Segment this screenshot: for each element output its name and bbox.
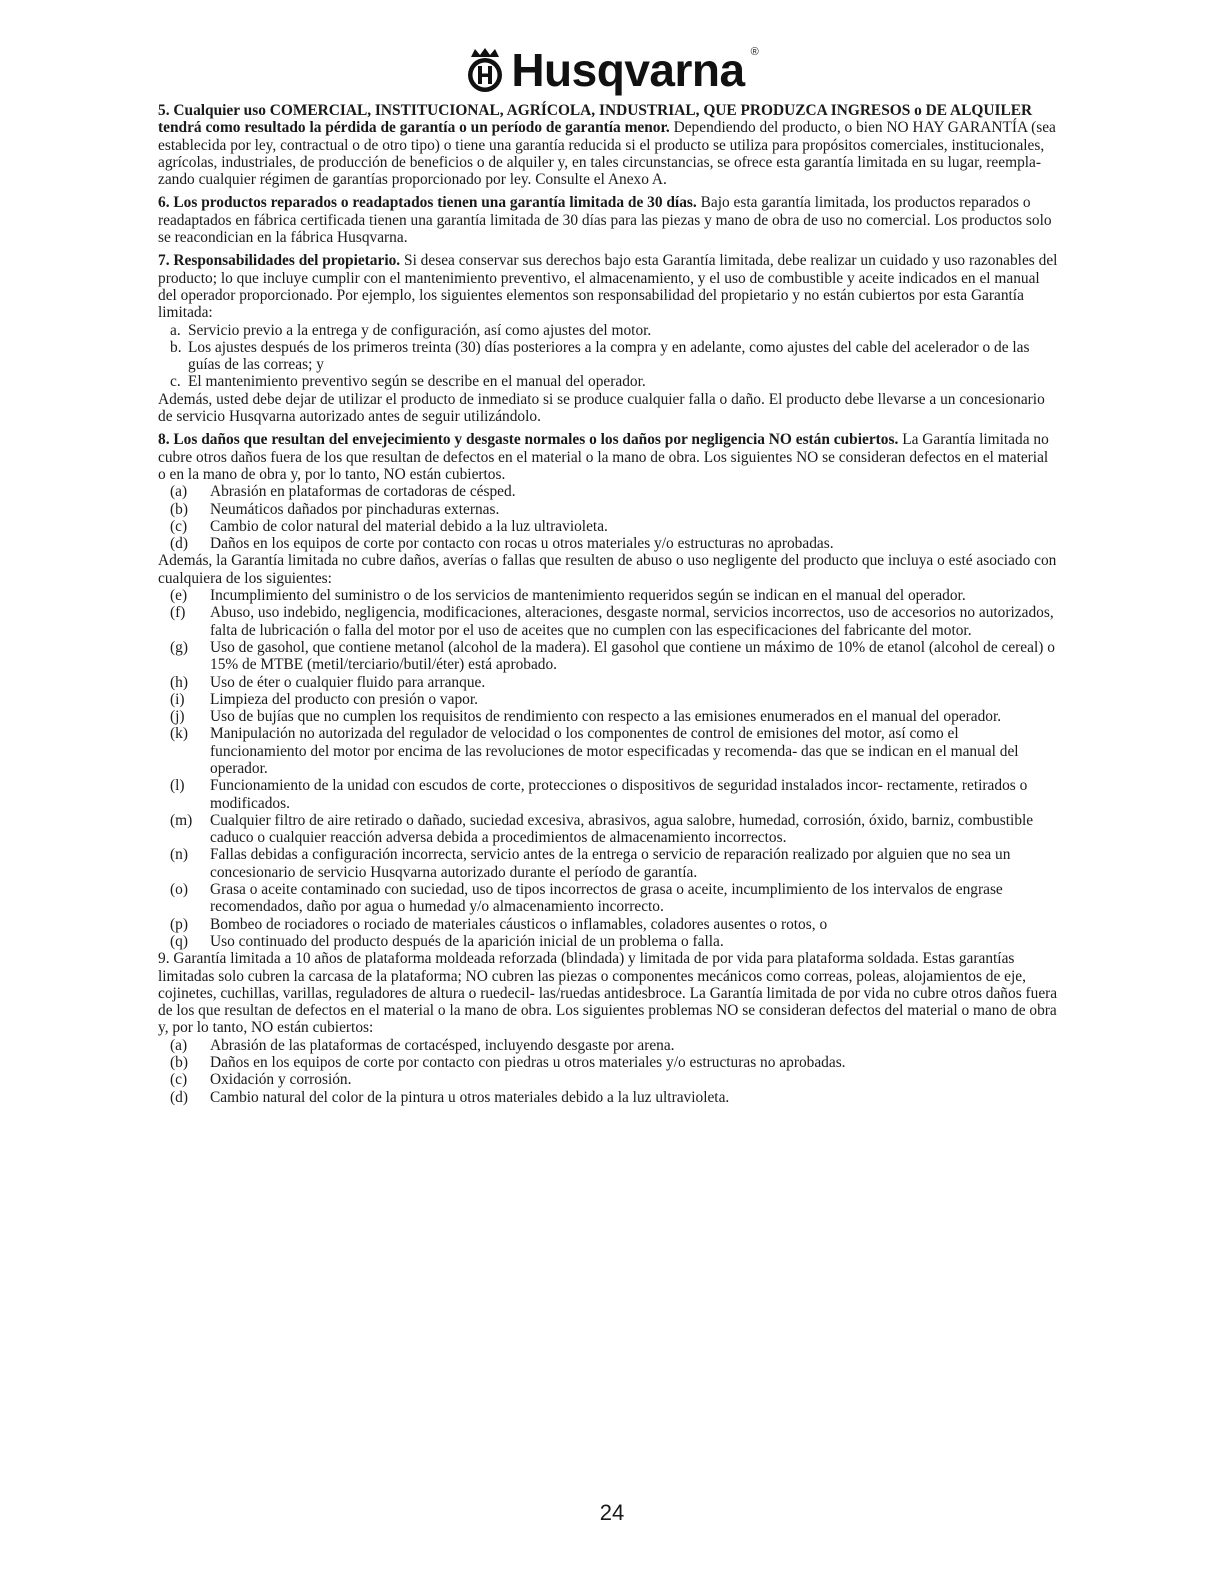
list-item-text: Grasa o aceite contaminado con suciedad, uso de tipos incorrectos de grasa o aceite, incumplimiento de los intervalos de engrase recomendados, daño por agua o humedad y/o almacenamiento incorrecto.: [210, 881, 1003, 916]
list-item-text: Cualquier filtro de aire retirado o dañado, suciedad excesiva, abrasivos, agua salobre, humedad, corrosión, óxido, barniz, combustible caduco o cualquier reacción adversa debida a procedimientos de almacenamiento incorrectos.: [210, 811, 1034, 847]
list-item-text: Uso continuado del producto después de la aparición inicial de un problema o falla.: [210, 932, 724, 950]
list-item-text: Uso de éter o cualquier fluido para arranque.: [210, 673, 486, 691]
list-item-marker: (d): [170, 1088, 188, 1106]
list-item-marker: (i): [170, 690, 185, 708]
list-item: [158, 587, 1058, 604]
registered-mark: ®: [750, 46, 759, 58]
section-8-heading: 8. Los daños que resultan del envejecimiento y desgaste normales o los daños por negligencia NO están cubiertos.: [158, 431, 899, 449]
list-item: [158, 708, 1058, 725]
warranty-text: [158, 102, 1058, 1106]
section-9: 9. Garantía limitada a 10 años de plataforma moldeada reforzada (blindada) y limitada de por vida para plataforma soldada. Estas garantías limitadas solo cubren la carcasa de la plataforma; NO cubren las piezas o componentes mecánicos como correas, poleas, alojamientos de eje, cojinetes, cuchillas, varillas, reguladores de altura o ruedecil- las/ruedas antidesbroce. La Garantía limitada de por vida no cubre otros daños fuera de los que resultan de defectos en el material o la mano de obra. Los siguientes problemas NO se consideran defectos del material o mano de obra y, por lo tanto, NO están cubiertos:: [158, 950, 1058, 1037]
list-item-text: Funcionamiento de la unidad con escudos de corte, protecciones o dispositivos de seguridad instalados incor- rectamente, retirados o modificados.: [210, 777, 1028, 812]
list-item-marker: (b): [170, 500, 188, 518]
list-item: [158, 1054, 1058, 1071]
list-item-marker: (k): [170, 725, 188, 743]
list-item: [158, 1037, 1058, 1054]
list-item-text: Cambio natural del color de la pintura u otros materiales debido a la luz ultravioleta.: [210, 1088, 730, 1106]
list-item: [158, 881, 1058, 916]
list-item-text: Los ajustes después de los primeros treinta (30) días posteriores a la compra y en adelante, como ajustes del cable del acelerador o de las guías de las correas; y: [188, 338, 1030, 374]
list-item-text: Cambio de color natural del material debido a la luz ultravioleta.: [210, 517, 608, 535]
list-item-marker: (o): [170, 881, 188, 899]
section-7-body: Si desea conservar sus derechos bajo esta Garantía limitada, debe realizar un cuidado y uso razonables del producto; lo que incluye cumplir con el mantenimiento preventivo, el almacenamiento, y el uso de combustible y aceite indicados en el manual del operador proporcionado. Por ejemplo, los siguientes elementos son responsabilidad del propietario y no están cubiertos por esta Garantía limitada:: [158, 252, 1058, 322]
list-item: [158, 339, 1058, 374]
list-item-text: Uso de gasohol, que contiene metanol (alcohol de la madera). El gasohol que contiene un máximo de 10% de etanol (alcohol de cereal) o 15% de MTBE (metil/terciario/butil/éter) está aprobado.: [210, 638, 1055, 674]
list-item-text: Abrasión en plataformas de cortadoras de césped.: [210, 483, 516, 501]
list-item-text: El mantenimiento preventivo según se describe en el manual del operador.: [188, 373, 646, 391]
list-item-marker: (m): [170, 811, 193, 829]
list-item: [158, 1071, 1058, 1088]
list-item-marker: (a): [170, 1036, 188, 1054]
husqvarna-crown-icon: [465, 47, 505, 93]
section-6-body: Bajo esta garantía limitada, los productos reparados o readaptados en fábrica certificada tienen una garantía limitada de 30 días para las piezas y mano de obra de uso no comercial. Los productos solo se reacondician en la fábrica Husqvarna.: [158, 194, 1052, 247]
section-8-body: La Garantía limitada no cubre otros daños fuera de los que resultan de defectos en el material o la mano de obra. Los siguientes NO se consideran defectos en el material o en la mano de obra y, por lo tanto, NO están cubiertos.: [158, 431, 1049, 483]
list-item-text: Neumáticos dañados por pinchaduras externas.: [210, 500, 500, 518]
list-item-marker: (h): [170, 673, 188, 691]
list-item-text: Daños en los equipos de corte por contacto con rocas u otros materiales y/o estructuras no aprobadas.: [210, 535, 834, 553]
list-item-marker: c.: [170, 373, 181, 391]
list-item-text: Abuso, uso indebido, negligencia, modificaciones, alteraciones, desgaste normal, servicios incorrectos, uso de accesorios no autorizados, falta de lubricación o falla del motor por el uso de aceites que no cumplen con las especificaciones del fabricante del motor.: [210, 604, 1054, 639]
list-item: [158, 322, 1058, 339]
list-item-marker: (n): [170, 846, 188, 864]
list-item-text: Daños en los equipos de corte por contacto con piedras u otros materiales y/o estructuras no aprobadas.: [210, 1054, 846, 1072]
list-item: [158, 373, 1058, 390]
list-item-marker: (f): [170, 604, 186, 622]
section-8-list-a: [158, 483, 1058, 552]
section-9-list: [158, 1037, 1058, 1106]
list-item-marker: (q): [170, 932, 188, 950]
list-item: [158, 933, 1058, 950]
brand-logo: [0, 40, 1224, 100]
section-5-body: Dependiendo del producto, o bien NO HAY GARANTÍA (sea establecida por ley, contractual o de otro tipo) o tiene una garantía reducida si el producto se utiliza para propósitos comerciales, institucionales, agrícolas, industriales, de producción de beneficios o de alquiler y, en tales circunstancias, se ofrece esta garantía limitada en su lugar, reempla- zando cualquier régimen de garantías proporcionado por ley. Consulte el Anexo A.: [158, 119, 1056, 189]
section-7: [158, 252, 1058, 321]
section-6-heading: 6. Los productos reparados o readaptados tienen una garantía limitada de 30 días.: [158, 194, 697, 212]
list-item-marker: (c): [170, 517, 188, 535]
list-item-marker: b.: [170, 338, 182, 356]
list-item-marker: (p): [170, 915, 188, 933]
list-item-text: Uso de bujías que no cumplen los requisitos de rendimiento con respecto a las emisiones enumerados en el manual del operador.: [210, 708, 1002, 726]
list-item-marker: (c): [170, 1071, 188, 1089]
list-item-marker: (j): [170, 708, 185, 726]
list-item: [158, 483, 1058, 500]
list-item-marker: (g): [170, 638, 188, 656]
list-item: [158, 501, 1058, 518]
list-item: [158, 1089, 1058, 1106]
page-number: 24: [599, 1500, 625, 1525]
section-8: [158, 431, 1058, 483]
list-item-marker: (b): [170, 1054, 188, 1072]
section-6: [158, 194, 1058, 246]
section-7-after: Además, usted debe dejar de utilizar el producto de inmediato si se produce cualquier falla o daño. El producto debe llevarse a un concesionario de servicio Husqvarna autorizado antes de seguir utilizándolo.: [158, 390, 1045, 426]
list-item-marker: (l): [170, 777, 185, 795]
list-item: [158, 639, 1058, 674]
list-item: [158, 725, 1058, 777]
list-item-text: Limpieza del producto con presión o vapor.: [210, 690, 478, 708]
list-item-marker: a.: [170, 321, 181, 339]
list-item: [158, 535, 1058, 552]
section-5: [158, 102, 1058, 188]
section-5-heading: 5. Cualquier uso COMERCIAL, INSTITUCIONAL, AGRÍCOLA, INDUSTRIAL, QUE PRODUZCA INGRESOS o DE ALQUILER tendrá como resultado la pérdida de garantía o un período de garantía menor.: [158, 102, 1033, 137]
list-item: [158, 777, 1058, 812]
list-item-marker: (d): [170, 535, 188, 553]
list-item-text: Oxidación y corrosión.: [210, 1071, 352, 1089]
list-item-text: Fallas debidas a configuración incorrecta, servicio antes de la entrega o servicio de reparación realizado por alguien que no sea un concesionario de servicio Husqvarna autorizado durante el período de garantía.: [210, 846, 1011, 881]
list-item-text: Incumplimiento del suministro o de los servicios de mantenimiento requeridos según se indican en el manual del operador.: [210, 587, 966, 605]
list-item: [158, 691, 1058, 708]
list-item: [158, 812, 1058, 847]
brand-wordmark: Husqvarna: [511, 44, 745, 96]
list-item: [158, 916, 1058, 933]
list-item: [158, 846, 1058, 881]
list-item-marker: (a): [170, 483, 188, 501]
list-item: [158, 674, 1058, 691]
list-item-text: Abrasión de las plataformas de cortacésped, incluyendo desgaste por arena.: [210, 1036, 675, 1054]
section-7-list: [158, 322, 1058, 391]
section-8-mid: Además, la Garantía limitada no cubre daños, averías o fallas que resulten de abuso o uso negligente del producto que incluya o esté asociado con cualquiera de los siguientes:: [158, 552, 1057, 587]
list-item-marker: (e): [170, 587, 188, 605]
list-item-text: Manipulación no autorizada del regulador de velocidad o los componentes de control de emisiones del motor, así como el funcionamiento del motor por encima de las revoluciones de motor especificadas y recomenda- das que se indican en el manual del operador.: [210, 725, 1019, 777]
section-8-list-b: [158, 587, 1058, 950]
list-item-text: Bombeo de rociadores o rociado de materiales cáusticos o inflamables, coladores ausentes o rotos, o: [210, 915, 828, 933]
list-item: [158, 518, 1058, 535]
section-7-heading: 7. Responsabilidades del propietario.: [158, 252, 401, 270]
list-item: [158, 604, 1058, 639]
list-item-text: Servicio previo a la entrega y de configuración, así como ajustes del motor.: [188, 321, 652, 339]
